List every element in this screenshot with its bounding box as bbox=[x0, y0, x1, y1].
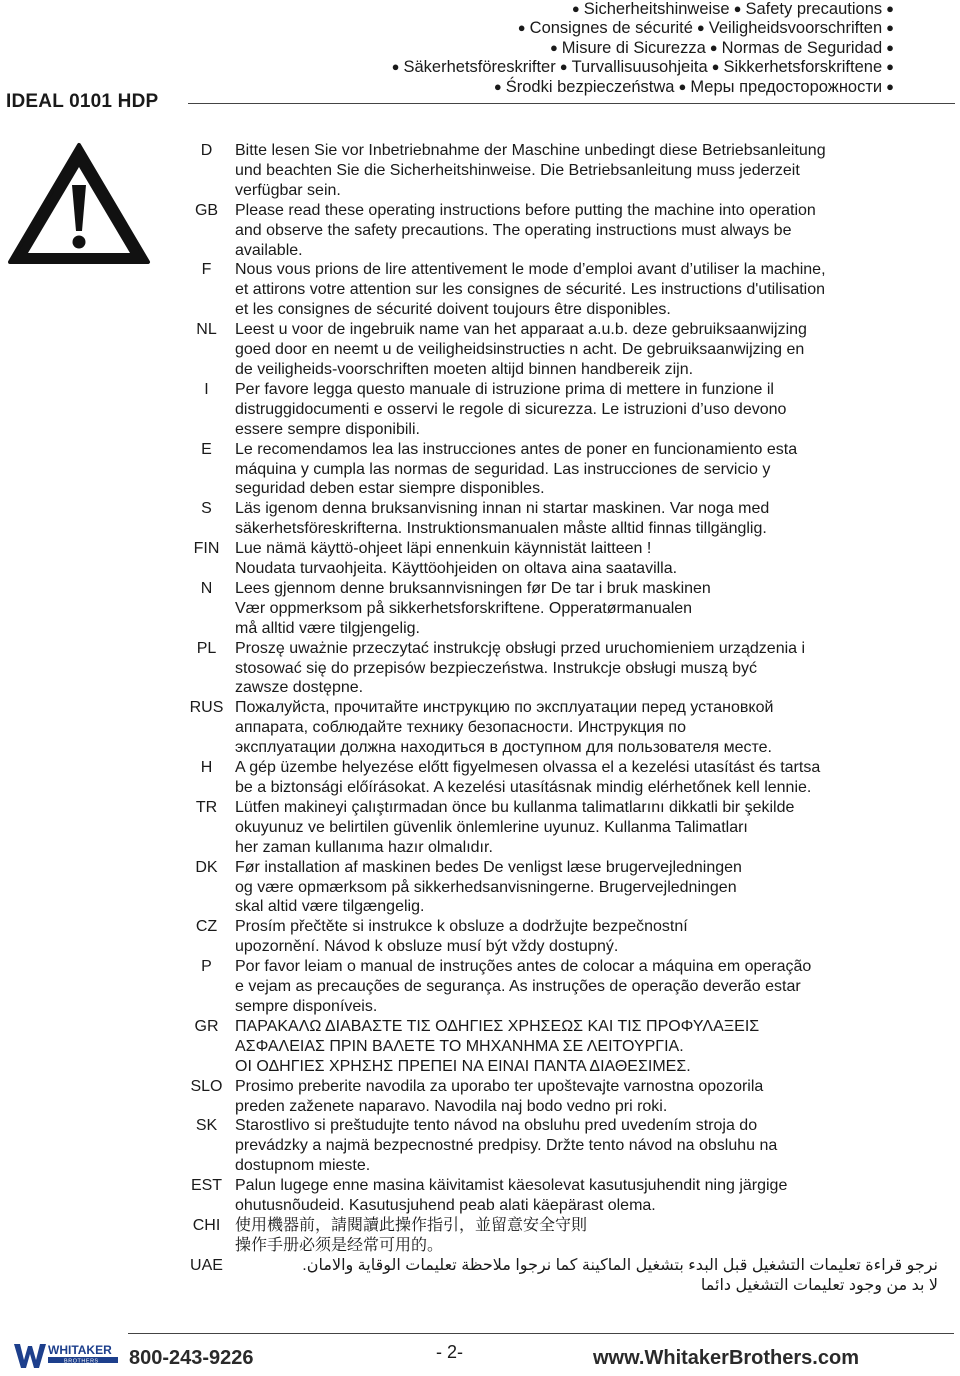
safety-entry bbox=[178, 260, 938, 320]
text-line: Noudata turvaohjeita. Käyttöohjeiden on oltava aina saatavilla. bbox=[235, 560, 678, 578]
bullet-icon: ● bbox=[549, 39, 558, 55]
text-line: Proszę uważnie przeczytać instrukcję obsługi przed uruchomieniem urządzenia i bbox=[235, 639, 806, 657]
safety-text bbox=[235, 141, 938, 201]
header-language-title: Veiligheidsvoorschriften bbox=[708, 19, 883, 38]
language-code: E bbox=[201, 440, 212, 458]
text-line: and observe the safety precautions. The operating instructions must always be bbox=[235, 221, 792, 239]
safety-text bbox=[235, 499, 938, 539]
safety-text bbox=[235, 957, 938, 1017]
language-code: D bbox=[200, 142, 213, 159]
header-line bbox=[198, 0, 898, 19]
text-line: dostupnom mieste. bbox=[235, 1157, 371, 1175]
text-line: Per favore legga questo manuale di istruzione prima di mettere in funzione il bbox=[235, 380, 774, 398]
text-line: okuyunuz ve belirtilen güvenlik önlemlerine uyunuz. Kullanma Talimatları bbox=[235, 818, 748, 836]
safety-text bbox=[235, 380, 938, 440]
text-line: ΑΣΦΑΛΕΙΑΣ ΠΡΙΝ ΒΑΛΕΤΕ ΤΟ ΜΗΧΑΝΗΜΑ ΣΕ ΛΕΙΤΟΥΡΓΙΑ. bbox=[235, 1037, 684, 1055]
header-language-title: Säkerhetsföreskrifter bbox=[403, 58, 556, 77]
header-line bbox=[198, 58, 898, 77]
text-line: ΟΙ ΟΔΗΓΙΕΣ ΧΡΗΣΗΣ ΠΡΕΠΕΙ ΝΑ ΕΙΝΑΙ ΠΑΝΤΑ ΔΙΑΘΕΣΙΜΕΣ. bbox=[235, 1057, 691, 1075]
language-code: S bbox=[201, 500, 212, 518]
header-language-title: Меры предосторожности bbox=[690, 77, 883, 96]
text-line: preden zaženete naparavo. Navodila naj bodo vedno pri roki. bbox=[235, 1097, 668, 1115]
text-line: نرجو قراءة تعليمات التشغيل قبل البدء بتشغيل الماكينة كما نرجوا ملاحظة تعليمات الوقاية والامان. bbox=[302, 1256, 938, 1274]
bullet-icon: ● bbox=[678, 78, 687, 94]
safety-text bbox=[235, 1077, 938, 1117]
header-language-title: Safety precautions bbox=[745, 0, 883, 18]
text-line: Por favor leiam o manual de instruções antes de colocar a máquina em operação bbox=[235, 958, 812, 976]
bullet-icon: ● bbox=[886, 39, 894, 55]
text-line: ΠΑΡΑΚΑΛΩ ΔΙΑΒΑΣΤΕ ΤΙΣ ΟΔΗΓΙΕΣ ΧΡΗΣΕΩΣ ΚΑΙ ΤΙΣ ΠΡΟΦΥΛΑΞΕΙΣ bbox=[235, 1017, 760, 1035]
safety-text bbox=[235, 1116, 938, 1176]
text-line: goed door en neemt u de veiligheidsinstructies n acht. De gebruiksaanwijzing en bbox=[235, 341, 805, 359]
safety-entry bbox=[178, 1017, 938, 1077]
language-code: TR bbox=[195, 798, 218, 816]
header-line bbox=[198, 19, 898, 38]
text-line: Vær oppmerksom på sikkerhetsforskriftene. Opperatørmanualen bbox=[235, 599, 693, 617]
text-line: et attirons votre attention sur les consignes de sécurité. Les instructions d'utilisation bbox=[235, 281, 826, 299]
header-line bbox=[198, 39, 898, 58]
text-line: 操作手册必须是经常可用的。 bbox=[235, 1236, 444, 1254]
text-line: Lütfen makineyi çalıştırmadan önce bu kullanma talimatlarını dikkatli bir şekilde bbox=[235, 798, 795, 816]
svg-text:BROTHERS: BROTHERS bbox=[64, 1358, 99, 1365]
text-line: stosować się do przepisów bezpieczeństwa. Instrukcje obsługi muszą być bbox=[235, 659, 758, 677]
bullet-icon: ● bbox=[571, 1, 580, 16]
language-code: NL bbox=[196, 321, 217, 339]
text-line: verfügbar sein. bbox=[235, 181, 341, 199]
svg-text:WHITAKER: WHITAKER bbox=[48, 1343, 112, 1357]
text-line: Starostlivo si preštudujte tento návod na obsluhu pred uvedením stroja do bbox=[235, 1117, 758, 1135]
text-line: seguridad deben estar siempre disponibles. bbox=[235, 480, 545, 498]
text-line: Prosimo preberite navodila za uporabo ter upoštevajte varnostna opozorila bbox=[235, 1077, 764, 1095]
text-line: zawsze dostępne. bbox=[235, 679, 364, 697]
bullet-icon: ● bbox=[493, 78, 502, 94]
text-line: upozornění. Návod k obsluze musí být vždy dostupný. bbox=[235, 938, 619, 956]
safety-entry bbox=[178, 499, 938, 539]
safety-text bbox=[235, 320, 938, 380]
text-line: available. bbox=[235, 241, 303, 259]
text-line: Nous vous prions de lire attentivement le mode d’emploi avant d’utiliser la machine, bbox=[235, 261, 826, 279]
page-number: - 2- bbox=[436, 1342, 463, 1362]
warning-triangle-icon bbox=[6, 141, 152, 266]
text-line: säkerhetsföreskrifterna. Instruktionsmanualen måste alltid finnas tillgänglig. bbox=[235, 520, 767, 538]
language-code: SLO bbox=[190, 1077, 223, 1095]
safety-entries bbox=[178, 141, 938, 1296]
text-line: distruggidocumenti e osservi le regole di sicurezza. Le istruzioni d’uso devono bbox=[235, 400, 787, 418]
text-line: et les consignes de sécurité doivent toujours être disponibles. bbox=[235, 301, 671, 319]
safety-entry bbox=[178, 917, 938, 957]
text-line: må alltid være tilgjengelig. bbox=[235, 619, 420, 637]
header-language-title: Turvallisuusohjeita bbox=[571, 58, 708, 77]
safety-entry bbox=[178, 858, 938, 918]
safety-text bbox=[235, 579, 938, 639]
text-line: skal altid være tilgængelig. bbox=[235, 898, 425, 916]
header-language-title: Środki bezpieczeństwa bbox=[505, 77, 675, 96]
language-code: P bbox=[201, 958, 212, 976]
bullet-icon: ● bbox=[711, 59, 720, 75]
bullet-icon: ● bbox=[517, 20, 526, 36]
safety-entry bbox=[178, 1176, 938, 1216]
bullet-icon: ● bbox=[696, 20, 705, 36]
safety-entry bbox=[178, 320, 938, 380]
safety-entry bbox=[178, 380, 938, 440]
language-code: H bbox=[200, 759, 213, 777]
language-code: F bbox=[201, 261, 212, 279]
text-line: Le recomendamos lea las instrucciones antes de poner en funcionamiento esta bbox=[235, 440, 798, 458]
bullet-icon: ● bbox=[733, 1, 742, 16]
safety-entry bbox=[178, 201, 938, 261]
safety-entry bbox=[178, 957, 938, 1017]
header-language-title: Sikkerhetsforskriftene bbox=[723, 58, 883, 77]
text-line: аппарата, соблюдайте технику безопасности. Инструкция по bbox=[235, 719, 686, 737]
text-line: her zaman kullanıma hazır olmalıdır. bbox=[235, 838, 493, 856]
bullet-icon: ● bbox=[886, 1, 894, 16]
text-line: de veiligheids-voorschriften moeten altijd binnen handbereik zijn. bbox=[235, 360, 694, 378]
language-code: FIN bbox=[193, 540, 220, 558]
text-line: ohutusnõudeid. Kasutusjuhend peab alati käepärast olema. bbox=[235, 1197, 656, 1215]
bullet-icon: ● bbox=[886, 20, 894, 36]
safety-entry bbox=[178, 141, 938, 201]
safety-entry bbox=[178, 1256, 938, 1296]
text-line: Läs igenom denna bruksanvisning innan ni startar maskinen. Var noga med bbox=[235, 500, 770, 518]
safety-entry bbox=[178, 1116, 938, 1176]
header-language-title: Sicherheitshinweise bbox=[583, 0, 730, 18]
safety-entry bbox=[178, 440, 938, 500]
website-link[interactable]: www.WhitakerBrothers.com bbox=[593, 1347, 859, 1369]
safety-text bbox=[235, 440, 938, 500]
safety-text bbox=[235, 798, 938, 858]
safety-entry bbox=[178, 1077, 938, 1117]
text-line: Før installation af maskinen bedes De venligst læse brugervejledningen bbox=[235, 858, 742, 876]
header-divider bbox=[188, 103, 955, 104]
header-language-title: Consignes de sécurité bbox=[529, 19, 693, 38]
language-code: N bbox=[200, 579, 213, 597]
text-line: be a biztonsági előírásokat. A kezelési utasításnak mindig elérhetőnek kell lennie. bbox=[235, 779, 812, 796]
header-language-title: Normas de Seguridad bbox=[721, 38, 883, 57]
language-code: DK bbox=[195, 858, 218, 876]
text-line: Lees gjennom denne bruksannvisningen før De tar i bruk maskinen bbox=[235, 579, 711, 597]
text-line: Bitte lesen Sie vor Inbetriebnahme der Maschine unbedingt diese Betriebsanleitung bbox=[235, 142, 826, 159]
bullet-icon: ● bbox=[391, 59, 400, 75]
safety-text bbox=[235, 1256, 938, 1296]
text-line: und beachten Sie die Sicherheitshinweise. Die Betriebsanleitung muss jederzeit bbox=[235, 161, 800, 179]
safety-entry bbox=[178, 798, 938, 858]
text-line: e vejam as precauções de segurança. As instruções de operação deverão estar bbox=[235, 978, 801, 996]
phone-number: 800-243-9226 bbox=[129, 1347, 254, 1369]
bullet-icon: ● bbox=[559, 59, 568, 75]
bullet-icon: ● bbox=[886, 59, 894, 75]
language-code: PL bbox=[196, 639, 217, 657]
safety-text bbox=[235, 1017, 938, 1077]
safety-entry bbox=[178, 758, 938, 798]
text-line: 使用機器前，請閱讀此操作指引，並留意安全守則 bbox=[235, 1216, 588, 1234]
safety-entry bbox=[178, 639, 938, 699]
bullet-icon: ● bbox=[886, 78, 894, 94]
text-line: og være opmærksom på sikkerhedsanvisningerne. Brugervejledningen bbox=[235, 878, 737, 896]
safety-text bbox=[235, 260, 938, 320]
safety-text bbox=[235, 539, 938, 579]
text-line: essere sempre disponibili. bbox=[235, 420, 420, 438]
text-line: Пожалуйста, прочитайте инструкцию по эксплуатации перед установкой bbox=[235, 699, 774, 717]
language-code: GR bbox=[194, 1017, 219, 1035]
text-line: Please read these operating instructions before putting the machine into operation bbox=[235, 201, 816, 219]
safety-entry bbox=[178, 698, 938, 758]
safety-text bbox=[235, 1216, 938, 1256]
safety-entry bbox=[178, 539, 938, 579]
language-code: SK bbox=[195, 1117, 218, 1135]
safety-entry bbox=[178, 1216, 938, 1256]
text-line: prevádzky a najmä bezpecnostné predpisy. Držte tento návod na obsluhu na bbox=[235, 1137, 778, 1155]
header-language-title: Misure di Sicurezza bbox=[561, 38, 706, 57]
text-line: Leest u voor de ingebruik name van het apparaat a.u.b. deze gebruiksaanwijzing bbox=[235, 321, 807, 339]
text-line: Lue nämä käyttö-ohjeet läpi ennenkuin käynnistät laitteen ! bbox=[235, 540, 652, 558]
language-code: GB bbox=[194, 201, 219, 219]
language-code: CZ bbox=[195, 918, 218, 936]
header-line bbox=[198, 78, 898, 97]
safety-text bbox=[235, 698, 938, 758]
text-line: Palun lugege enne masina käivitamist käesolevat kasutusjuhendit ning järgige bbox=[235, 1177, 788, 1195]
bullet-icon: ● bbox=[709, 39, 718, 55]
language-code: CHI bbox=[192, 1216, 221, 1234]
language-code: UAE bbox=[190, 1256, 223, 1274]
header-languages bbox=[198, 0, 898, 97]
footer-divider bbox=[128, 1333, 954, 1334]
safety-entry bbox=[178, 579, 938, 639]
text-line: эксплуатации должна находиться в доступном для пользователя месте. bbox=[235, 739, 772, 757]
whitaker-logo bbox=[12, 1340, 120, 1372]
text-line: لا بد من وجود تعليمات التشغيل دائما bbox=[700, 1276, 938, 1294]
language-code: I bbox=[204, 380, 209, 398]
safety-text bbox=[235, 639, 938, 699]
text-line: A gép üzembe helyezése előtt figyelmesen olvassa el a kezelési utasítást és tartsa bbox=[235, 759, 821, 777]
safety-text bbox=[235, 917, 938, 957]
safety-text bbox=[235, 758, 938, 798]
text-line: sempre disponíveis. bbox=[235, 997, 378, 1015]
model-title: IDEAL 0101 HDP bbox=[6, 91, 159, 112]
safety-text bbox=[235, 1176, 938, 1216]
text-line: Prosím přečtěte si instrukce k obsluze a dodržujte bezpečnostní bbox=[235, 918, 688, 936]
safety-text bbox=[235, 201, 938, 261]
language-code: EST bbox=[190, 1177, 223, 1195]
language-code: RUS bbox=[189, 699, 224, 717]
text-line: máquina y cumpla las normas de seguridad. Las instrucciones de servicio y bbox=[235, 460, 771, 478]
safety-text bbox=[235, 858, 938, 918]
